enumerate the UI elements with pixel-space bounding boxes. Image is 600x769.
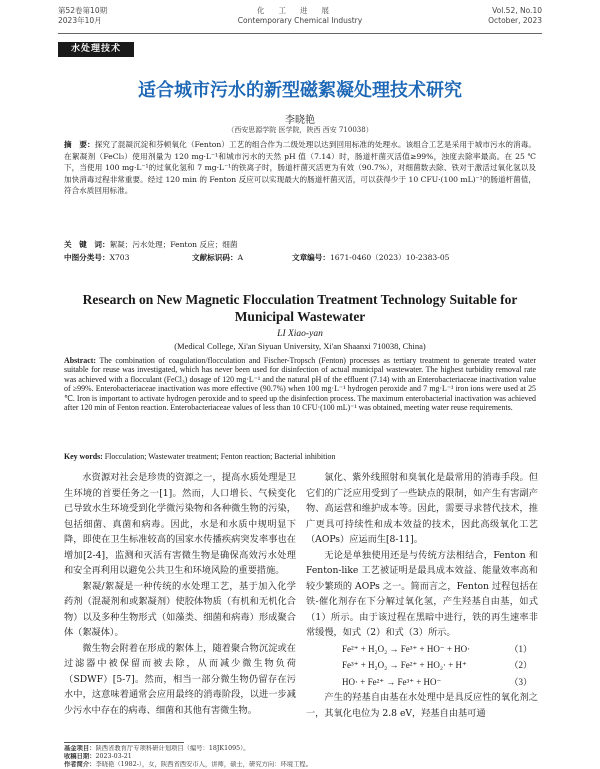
- header-rule: [58, 33, 542, 34]
- title-cn: 适合城市污水的新型磁絮凝处理技术研究: [138, 80, 462, 101]
- title-en: Research on New Magnetic Flocculation Treatment Technology Suitable for Municipal Wastewater: [82, 292, 518, 324]
- keywords-en: [64, 452, 536, 461]
- footnote: [64, 745, 536, 769]
- footnote-rule: [64, 742, 184, 743]
- column-tag: 水处理技术: [58, 42, 134, 57]
- body-column-right: [306, 470, 538, 721]
- keywords-cn-label: 关 键 词：: [64, 240, 110, 249]
- equation-1-number: （1）: [509, 643, 532, 654]
- abstract-cn-label: 摘 要：: [64, 140, 95, 149]
- body-paragraph: 絮凝/絮凝是一种传统的水处理工艺，基于加入化学药剂（混凝剂和或絮凝剂）使胶体物质（有机和无机化合物）以及多种生物形式（如藻类、细菌和病毒）形成聚合体（絮凝体）。: [64, 580, 296, 638]
- equation-2-number: （2）: [509, 660, 532, 670]
- equation-3-number: （3）: [509, 676, 532, 687]
- running-header: [58, 6, 542, 30]
- header-journal-en: Contemporary Chemical Industry: [237, 16, 363, 25]
- body-paragraph: 产生的羟基自由基在水处理中是具反应性的氧化剂之一，其氧化电位为 2.8 eV，羟基自由基可通: [306, 692, 538, 719]
- received-text: 2023-03-21: [95, 753, 132, 760]
- body-paragraph: 水资源对社会是珍贵的资源之一，提高水质处理是卫生环境的首要任务之一[1]。然而，人口增长、气候变化已导致水生环境受到化学微污染物和各种微生物的污染，包括细菌、真菌和病毒。因此，水是和水质中规明显下降，即使在卫生标准较高的国家水传播疾病突发率事也在增加[2-4]，监测和灭活有害微生物是确保高效污水处理和安全再利用以避免公共卫生和环境风险的重要措施。: [64, 472, 296, 576]
- header-journal-cn: 化工进展: [257, 6, 343, 15]
- fund-label: 基金项目：: [64, 745, 96, 752]
- body-paragraph: 氯化、紫外线照射和臭氧化是最常用的消毒手段。但它们的广泛应用受到了一些缺点的限制，如产生有害副产物、高运营和维护成本等。因此，需要寻求替代技术，推广更具可持续性和成本效益的技术，因此高级氧化工艺（AOPs）应运而生[8-11]。: [306, 472, 538, 545]
- classification-line: [64, 252, 536, 263]
- equation-3-body: HO· + Fe²⁺ → Fe³⁺ + HO⁻: [342, 676, 442, 687]
- abstract-en-label: Abstract:: [64, 356, 96, 365]
- header-volume-cn: 第52卷第10期: [58, 6, 108, 15]
- body-paragraph: 无论是单独使用还是与传统方法相结合，Fenton 和 Fenton-like 工艺被证明是最具成本效益、能量效率高和较少繁琐的 AOPs 之一。简而言之，Fenton 过程包括在铁-催化剂存在下分解过氧化氢，产生羟基自由基，如式（1）所示。由于该过程在黑暗中进行，铁的再生速率非常缓慢，如式（2）和式（3）所示。: [306, 549, 538, 638]
- clc-label: 中图分类号：: [64, 253, 110, 262]
- fund-text: 陕西省教育厅专项科研计划项目（编号：18JK1095）。: [95, 745, 250, 752]
- abstract-en-text: The combination of coagulation/flocculation and Fischer-Tropsch (Fenton) processes as tertiary treatment to generate treated water suitable for reuse was investigated, which has never been used for disinfection of actual municipal wastewater. The highest turbidity removal rate was achieved with a flocculant (FeCl₃) dosage of 120 mg·L⁻¹ and the natural pH of the effluent (7.14) with an Enterobacteriaceae inactivation value of ≥99%. Enterobacteriaceae inactivation was more effective (90.7%) when 100 mg·L⁻¹ hydrogen peroxide and 7 mg·L⁻¹ iron ions were used at 25 ℃. Iron is important to activate hydrogen peroxide and to speed up the disinfection process. The maximum enterobacterial inactivation was achieved after 120 min of Fenton reaction. Enterobacteriaceae values of less than 10 CFU·(100 mL)⁻¹ was obtained, meeting water reuse requirements.: [64, 356, 536, 413]
- article-no-label: 文章编号：: [292, 253, 330, 262]
- abstract-en: [64, 356, 536, 412]
- equation-2: [306, 657, 538, 674]
- author-cn: 李晓艳: [285, 115, 315, 126]
- header-right: [488, 6, 542, 26]
- doc-code-value: A: [237, 253, 244, 262]
- received-label: 收稿日期：: [64, 753, 96, 760]
- abstract-cn-text: 探究了混凝沉淀和芬顿氧化（Fenton）工艺的组合作为二级处理以达到回用标准的处理水。该组合工艺是采用于城市污水的消毒。在絮凝剂（FeCl₃）使用剂量为 120 mg·L⁻¹和城市污水的天然 pH 值（7.14）时，肠道杆菌灭活值≥99%，浊度去除率最高。在 25 ℃下，当使用 100 mg·L⁻¹的过氧化氢和 7 mg·L⁻¹的铁离子时，肠道杆菌灭活更为有效（90.7%），对细菌数去除、铁对于激活过氧化氢以及加快消毒过程非常重要。经过 120 min 的 Fenton 反应可以实现最大的肠道杆菌灭活，可以获得少于 10 CFU·(100 mL)⁻¹的肠道杆菌值，符合水质回用标准。: [64, 140, 537, 195]
- keywords-en-label: Key words:: [64, 452, 103, 461]
- abstract-cn: [64, 139, 536, 197]
- body-column-left: [64, 470, 296, 718]
- header-date-en: October, 2023: [488, 16, 542, 25]
- equation-2-body: Fe³⁺ + H₂O₂ → Fe²⁺ + HO₂· + H⁺: [342, 660, 467, 670]
- body-paragraph: 微生物会附着在形成的絮体上，随着聚合物沉淀或在过滤器中被保留而被去除，从而减少微生物负荷（SDWF）[5-7]。然而，相当一部分微生物仍留存在污水中，这意味着通常会应用最终的消毒阶段，以进一步减少污水中存在的病毒、细菌和其他有害微生物。: [64, 642, 296, 716]
- keywords-cn: [64, 239, 536, 250]
- equation-3: [306, 674, 538, 691]
- affiliation-en: (Medical College, Xi'an Siyuan University, Xi'an Shaanxi 710038, China): [174, 341, 426, 351]
- keywords-cn-text: 絮凝；污水处理；Fenton 反应；细菌: [109, 240, 238, 249]
- equation-1-body: Fe²⁺ + H₂O₂ → Fe³⁺ + HO⁻ + HO·: [342, 643, 471, 654]
- clc-value: X703: [109, 253, 130, 262]
- author-bio-label: 作者简介：: [64, 761, 96, 768]
- doc-code-label: 文献标识码：: [192, 253, 238, 262]
- author-en: LI Xiao-yan: [277, 329, 323, 339]
- header-date-cn: 2023年10月: [58, 16, 102, 25]
- author-bio-text: 李晓艳（1982-），女，陕西省西安市人，讲师，硕士，研究方向：环境工程。: [95, 761, 312, 768]
- header-center: [58, 6, 542, 26]
- header-volume-en: Vol.52, No.10: [492, 6, 542, 15]
- affiliation-cn: （西安思源学院 医学院，陕西 西安 710038）: [227, 126, 373, 134]
- equation-1: [306, 641, 538, 658]
- article-no-value: 1671-0460（2023）10-2383-05: [329, 253, 450, 262]
- keywords-en-text: Flocculation; Wastewater treatment; Fenton reaction; Bacterial inhibition: [104, 452, 336, 461]
